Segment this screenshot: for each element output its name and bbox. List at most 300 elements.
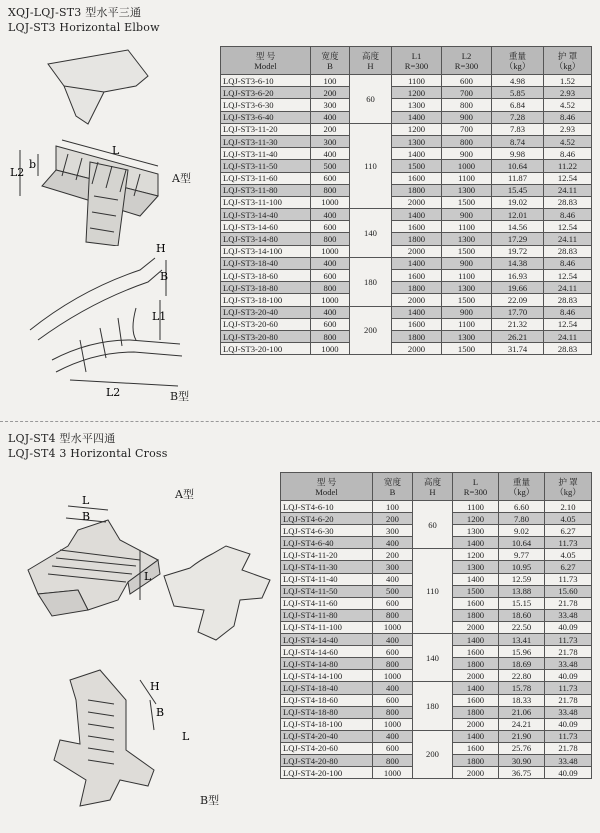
l1-cell: 1800 (392, 330, 442, 342)
width-cell: 1000 (311, 343, 350, 355)
w-cell: 17.70 (492, 306, 544, 318)
w-cell: 24.21 (499, 718, 545, 730)
dim-l-label: L (112, 144, 120, 157)
l1-cell: 2000 (392, 245, 442, 257)
c-cell: 28.83 (544, 245, 592, 257)
w-cell: 7.80 (499, 513, 545, 525)
w-cell: 10.95 (499, 561, 545, 573)
l2-cell: 1300 (442, 184, 492, 196)
column-header-line2: （kg） (504, 60, 531, 71)
l2-cell: 1500 (442, 343, 492, 355)
w-cell: 9.02 (499, 525, 545, 537)
model-cell: LQJ-ST3-20-100 (221, 343, 311, 355)
width-cell: 400 (373, 730, 413, 742)
c-cell: 8.46 (544, 257, 592, 269)
width-cell: 1000 (373, 621, 413, 633)
column-header-line2: （kg） (555, 486, 581, 497)
model-cell: LQJ-ST3-14-100 (221, 245, 311, 257)
c-cell: 40.09 (545, 767, 592, 779)
c-cell: 8.46 (544, 111, 592, 123)
l2-cell: 1100 (442, 221, 492, 233)
l-cell: 1800 (453, 706, 499, 718)
model-cell: LQJ-ST3-6-20 (221, 87, 311, 99)
l2-cell: 1000 (442, 160, 492, 172)
l1-cell: 1300 (392, 99, 442, 111)
column-header (281, 473, 373, 501)
w-cell: 21.06 (499, 706, 545, 718)
dim-cross-l2-label: L (182, 730, 190, 743)
c-cell: 28.83 (544, 343, 592, 355)
l-cell: 1400 (453, 634, 499, 646)
model-cell: LQJ-ST3-6-30 (221, 99, 311, 111)
w-cell: 9.98 (492, 148, 544, 160)
tee-spec-table (220, 46, 592, 355)
model-cell: LQJ-ST4-20-40 (281, 730, 373, 742)
l2-cell: 1100 (442, 318, 492, 330)
l2-cell: 1500 (442, 245, 492, 257)
column-header-line1: 高度 (361, 50, 380, 61)
table-row (281, 549, 592, 561)
model-cell: LQJ-ST4-6-30 (281, 525, 373, 537)
table-row (221, 330, 592, 342)
c-cell: 6.27 (545, 561, 592, 573)
l-cell: 1400 (453, 730, 499, 742)
l-cell: 1500 (453, 585, 499, 597)
width-cell: 800 (373, 609, 413, 621)
width-cell: 600 (311, 221, 350, 233)
dim-cross-b1-label: B (156, 706, 165, 719)
table-row (221, 99, 592, 111)
w-cell: 14.56 (492, 221, 544, 233)
dim-cross-b-label: B (82, 510, 91, 523)
w-cell: 15.15 (499, 597, 545, 609)
model-cell: LQJ-ST4-18-100 (281, 718, 373, 730)
height-cell: 110 (350, 123, 392, 208)
dim-cross-l1-label: L (144, 570, 152, 583)
c-cell: 4.52 (544, 135, 592, 147)
w-cell: 15.78 (499, 682, 545, 694)
model-cell: LQJ-ST3-20-80 (221, 330, 311, 342)
c-cell: 21.78 (545, 742, 592, 754)
column-header-line2: H (429, 486, 436, 497)
l-cell: 2000 (453, 621, 499, 633)
w-cell: 22.50 (499, 621, 545, 633)
table-row (221, 306, 592, 318)
l2-cell: 1500 (442, 294, 492, 306)
width-cell: 800 (311, 233, 350, 245)
l1-cell: 2000 (392, 343, 442, 355)
table-row (221, 111, 592, 123)
model-cell: LQJ-ST4-11-60 (281, 597, 373, 609)
cross-diagram-b (30, 660, 205, 810)
column-header-line2: B (327, 60, 333, 71)
model-cell: LQJ-ST3-20-40 (221, 306, 311, 318)
w-cell: 22.80 (499, 670, 545, 682)
l1-cell: 1400 (392, 111, 442, 123)
l1-cell: 1400 (392, 306, 442, 318)
c-cell: 24.11 (544, 330, 592, 342)
cross-diagram-a (8, 490, 170, 640)
table-row (221, 282, 592, 294)
section1-title-cn: XQJ-LQJ-ST3 型水平三通 (8, 6, 142, 19)
w-cell: 21.32 (492, 318, 544, 330)
c-cell: 15.60 (545, 585, 592, 597)
table-row (281, 682, 592, 694)
column-header-line1: 型 号 (316, 476, 337, 487)
l1-cell: 1600 (392, 172, 442, 184)
c-cell: 4.05 (545, 549, 592, 561)
model-cell: LQJ-ST4-11-50 (281, 585, 373, 597)
l2-cell: 900 (442, 111, 492, 123)
w-cell: 36.75 (499, 767, 545, 779)
column-header-line2: B (389, 486, 396, 497)
l2-cell: 900 (442, 209, 492, 221)
model-cell: LQJ-ST4-11-80 (281, 609, 373, 621)
l-cell: 2000 (453, 767, 499, 779)
c-cell: 11.22 (544, 160, 592, 172)
table-row (221, 221, 592, 233)
width-cell: 500 (373, 585, 413, 597)
column-header (392, 47, 442, 75)
width-cell: 100 (373, 501, 413, 513)
model-cell: LQJ-ST3-11-30 (221, 135, 311, 147)
l1-cell: 2000 (392, 294, 442, 306)
l1-cell: 1300 (392, 135, 442, 147)
w-cell: 17.29 (492, 233, 544, 245)
model-cell: LQJ-ST3-14-40 (221, 209, 311, 221)
width-cell: 1000 (373, 718, 413, 730)
c-cell: 33.48 (545, 706, 592, 718)
w-cell: 18.60 (499, 609, 545, 621)
height-cell: 200 (413, 730, 453, 778)
width-cell: 1000 (311, 196, 350, 208)
c-cell: 11.73 (545, 682, 592, 694)
w-cell: 21.90 (499, 730, 545, 742)
table-row (281, 501, 592, 513)
dim-l1-label: L1 (152, 310, 167, 323)
w-cell: 8.74 (492, 135, 544, 147)
width-cell: 1000 (311, 245, 350, 257)
w-cell: 19.66 (492, 282, 544, 294)
c-cell: 24.11 (544, 282, 592, 294)
column-header (453, 473, 499, 501)
model-cell: LQJ-ST4-6-40 (281, 537, 373, 549)
l-cell: 1400 (453, 537, 499, 549)
width-cell: 600 (311, 270, 350, 282)
l2-cell: 1100 (442, 270, 492, 282)
column-header (373, 473, 413, 501)
model-cell: LQJ-ST4-11-40 (281, 573, 373, 585)
column-header-line2: R=300 (454, 60, 479, 71)
w-cell: 12.59 (499, 573, 545, 585)
column-header-line1: 重量 (508, 50, 527, 61)
model-cell: LQJ-ST3-18-80 (221, 282, 311, 294)
c-cell: 2.93 (544, 123, 592, 135)
column-header-line2: H (367, 60, 374, 71)
w-cell: 7.28 (492, 111, 544, 123)
table-row (221, 257, 592, 269)
l-cell: 1100 (453, 501, 499, 513)
width-cell: 400 (311, 257, 350, 269)
table-row (221, 135, 592, 147)
model-cell: LQJ-ST4-20-60 (281, 742, 373, 754)
width-cell: 400 (311, 306, 350, 318)
cross-cover-diagram (160, 540, 278, 650)
model-cell: LQJ-ST3-14-60 (221, 221, 311, 233)
width-cell: 600 (373, 597, 413, 609)
l2-cell: 1100 (442, 172, 492, 184)
width-cell: 400 (311, 148, 350, 160)
w-cell: 15.96 (499, 646, 545, 658)
column-header-line1: L1 (411, 50, 422, 61)
model-cell: LQJ-ST4-18-60 (281, 694, 373, 706)
w-cell: 7.83 (492, 123, 544, 135)
table-row (221, 184, 592, 196)
section-divider (0, 421, 600, 422)
model-cell: LQJ-ST4-14-60 (281, 646, 373, 658)
dim-l3-label: L2 (106, 386, 121, 399)
column-header-line2: （kg） (508, 486, 535, 497)
c-cell: 1.52 (544, 75, 592, 87)
w-cell: 6.60 (499, 501, 545, 513)
w-cell: 6.84 (492, 99, 544, 111)
column-header-line1: 型 号 (255, 50, 276, 61)
width-cell: 1000 (373, 670, 413, 682)
c-cell: 12.54 (544, 270, 592, 282)
section1-type-a-label: A型 (172, 172, 191, 185)
column-header (442, 47, 492, 75)
l2-cell: 800 (442, 99, 492, 111)
width-cell: 300 (373, 525, 413, 537)
l1-cell: 2000 (392, 196, 442, 208)
c-cell: 21.78 (545, 646, 592, 658)
w-cell: 4.98 (492, 75, 544, 87)
width-cell: 600 (373, 742, 413, 754)
c-cell: 11.73 (545, 634, 592, 646)
column-header-line1: 护 罩 (558, 476, 578, 487)
table-row (221, 148, 592, 160)
table-row (221, 172, 592, 184)
model-cell: LQJ-ST3-11-80 (221, 184, 311, 196)
w-cell: 9.77 (499, 549, 545, 561)
cross-spec-table (280, 472, 592, 779)
width-cell: 400 (373, 537, 413, 549)
width-cell: 300 (311, 99, 350, 111)
model-cell: LQJ-ST3-18-40 (221, 257, 311, 269)
c-cell: 12.54 (544, 221, 592, 233)
c-cell: 2.10 (545, 501, 592, 513)
w-cell: 18.33 (499, 694, 545, 706)
height-cell: 180 (413, 682, 453, 730)
column-header (221, 47, 311, 75)
width-cell: 400 (311, 111, 350, 123)
w-cell: 13.41 (499, 634, 545, 646)
l-cell: 1800 (453, 609, 499, 621)
l-cell: 1600 (453, 694, 499, 706)
l-cell: 1600 (453, 597, 499, 609)
height-cell: 60 (350, 75, 392, 124)
l2-cell: 1500 (442, 196, 492, 208)
column-header-line2: Model (315, 486, 338, 497)
model-cell: LQJ-ST4-18-40 (281, 682, 373, 694)
c-cell: 33.48 (545, 609, 592, 621)
table-row (221, 343, 592, 355)
table-row (221, 75, 592, 87)
column-header-line1: 宽度 (383, 476, 402, 487)
model-cell: LQJ-ST4-20-80 (281, 754, 373, 766)
l2-cell: 700 (442, 123, 492, 135)
w-cell: 14.38 (492, 257, 544, 269)
section2-type-b-label: B型 (200, 794, 220, 807)
c-cell: 28.83 (544, 196, 592, 208)
c-cell: 40.09 (545, 718, 592, 730)
width-cell: 600 (311, 172, 350, 184)
w-cell: 30.90 (499, 754, 545, 766)
width-cell: 200 (311, 123, 350, 135)
l2-cell: 1300 (442, 330, 492, 342)
l-cell: 1300 (453, 561, 499, 573)
width-cell: 400 (311, 209, 350, 221)
model-cell: LQJ-ST4-11-100 (281, 621, 373, 633)
width-cell: 800 (311, 184, 350, 196)
width-cell: 800 (311, 330, 350, 342)
l-cell: 1600 (453, 646, 499, 658)
column-header-line1: L2 (461, 50, 472, 61)
c-cell: 2.93 (544, 87, 592, 99)
w-cell: 19.02 (492, 196, 544, 208)
w-cell: 22.09 (492, 294, 544, 306)
table-row (221, 160, 592, 172)
w-cell: 19.72 (492, 245, 544, 257)
model-cell: LQJ-ST3-11-40 (221, 148, 311, 160)
l-cell: 1300 (453, 525, 499, 537)
model-cell: LQJ-ST3-18-100 (221, 294, 311, 306)
l1-cell: 1600 (392, 221, 442, 233)
section2-title-cn: LQJ-ST4 型水平四通 (8, 432, 116, 445)
w-cell: 31.74 (492, 343, 544, 355)
dim-cross-h-label: H (150, 680, 160, 693)
column-header-line2: （kg） (554, 60, 581, 71)
width-cell: 300 (311, 135, 350, 147)
column-header (499, 473, 545, 501)
c-cell: 8.46 (544, 148, 592, 160)
w-cell: 25.76 (499, 742, 545, 754)
c-cell: 33.48 (545, 754, 592, 766)
c-cell: 8.46 (544, 209, 592, 221)
dim-h-label: H (156, 242, 166, 255)
width-cell: 1000 (373, 767, 413, 779)
l2-cell: 900 (442, 306, 492, 318)
l-cell: 2000 (453, 718, 499, 730)
column-header (545, 473, 592, 501)
height-cell: 180 (350, 257, 392, 306)
column-header (311, 47, 350, 75)
column-header-line2: R=300 (463, 486, 488, 497)
column-header (350, 47, 392, 75)
w-cell: 13.88 (499, 585, 545, 597)
model-cell: LQJ-ST4-6-20 (281, 513, 373, 525)
width-cell: 300 (373, 561, 413, 573)
model-cell: LQJ-ST4-14-40 (281, 634, 373, 646)
model-cell: LQJ-ST3-18-60 (221, 270, 311, 282)
width-cell: 200 (373, 549, 413, 561)
l-cell: 1800 (453, 754, 499, 766)
height-cell: 60 (413, 501, 453, 549)
width-cell: 100 (311, 75, 350, 87)
l1-cell: 1200 (392, 123, 442, 135)
w-cell: 10.64 (499, 537, 545, 549)
tee-diagram-a (8, 46, 213, 246)
model-cell: LQJ-ST3-11-20 (221, 123, 311, 135)
column-header-line1: 高度 (423, 476, 442, 487)
c-cell: 11.73 (545, 573, 592, 585)
l2-cell: 800 (442, 135, 492, 147)
width-cell: 1000 (311, 294, 350, 306)
column-header (492, 47, 544, 75)
c-cell: 40.09 (545, 621, 592, 633)
dim-l2-label: L2 (10, 166, 25, 179)
c-cell: 6.27 (545, 525, 592, 537)
model-cell: LQJ-ST3-11-60 (221, 172, 311, 184)
table-row (221, 87, 592, 99)
l1-cell: 1500 (392, 160, 442, 172)
w-cell: 12.01 (492, 209, 544, 221)
l-cell: 1800 (453, 658, 499, 670)
table-row (281, 634, 592, 646)
c-cell: 8.46 (544, 306, 592, 318)
tee-diagram-b (10, 240, 215, 400)
model-cell: LQJ-ST3-6-40 (221, 111, 311, 123)
c-cell: 24.11 (544, 184, 592, 196)
l2-cell: 900 (442, 257, 492, 269)
c-cell: 11.73 (545, 537, 592, 549)
section1-title-en: LQJ-ST3 Horizontal Elbow (8, 21, 160, 34)
width-cell: 800 (373, 706, 413, 718)
w-cell: 26.21 (492, 330, 544, 342)
c-cell: 4.05 (545, 513, 592, 525)
l-cell: 1600 (453, 742, 499, 754)
column-header-line1: 重量 (512, 476, 531, 487)
c-cell: 11.73 (545, 730, 592, 742)
model-cell: LQJ-ST4-14-100 (281, 670, 373, 682)
width-cell: 400 (373, 682, 413, 694)
c-cell: 40.09 (545, 670, 592, 682)
column-header-line2: Model (254, 60, 277, 71)
width-cell: 600 (311, 318, 350, 330)
model-cell: LQJ-ST4-11-30 (281, 561, 373, 573)
c-cell: 33.48 (545, 658, 592, 670)
c-cell: 24.11 (544, 233, 592, 245)
c-cell: 21.78 (545, 694, 592, 706)
l-cell: 1200 (453, 513, 499, 525)
width-cell: 800 (311, 282, 350, 294)
model-cell: LQJ-ST4-18-80 (281, 706, 373, 718)
w-cell: 11.87 (492, 172, 544, 184)
c-cell: 21.78 (545, 597, 592, 609)
c-cell: 4.52 (544, 99, 592, 111)
w-cell: 5.85 (492, 87, 544, 99)
dim-cross-l-label: L (82, 494, 90, 507)
l2-cell: 600 (442, 75, 492, 87)
model-cell: LQJ-ST3-6-10 (221, 75, 311, 87)
l-cell: 1400 (453, 682, 499, 694)
l1-cell: 1600 (392, 270, 442, 282)
l1-cell: 1200 (392, 87, 442, 99)
column-header (544, 47, 592, 75)
w-cell: 18.69 (499, 658, 545, 670)
section2-type-a-label: A型 (175, 488, 194, 501)
l1-cell: 1800 (392, 282, 442, 294)
